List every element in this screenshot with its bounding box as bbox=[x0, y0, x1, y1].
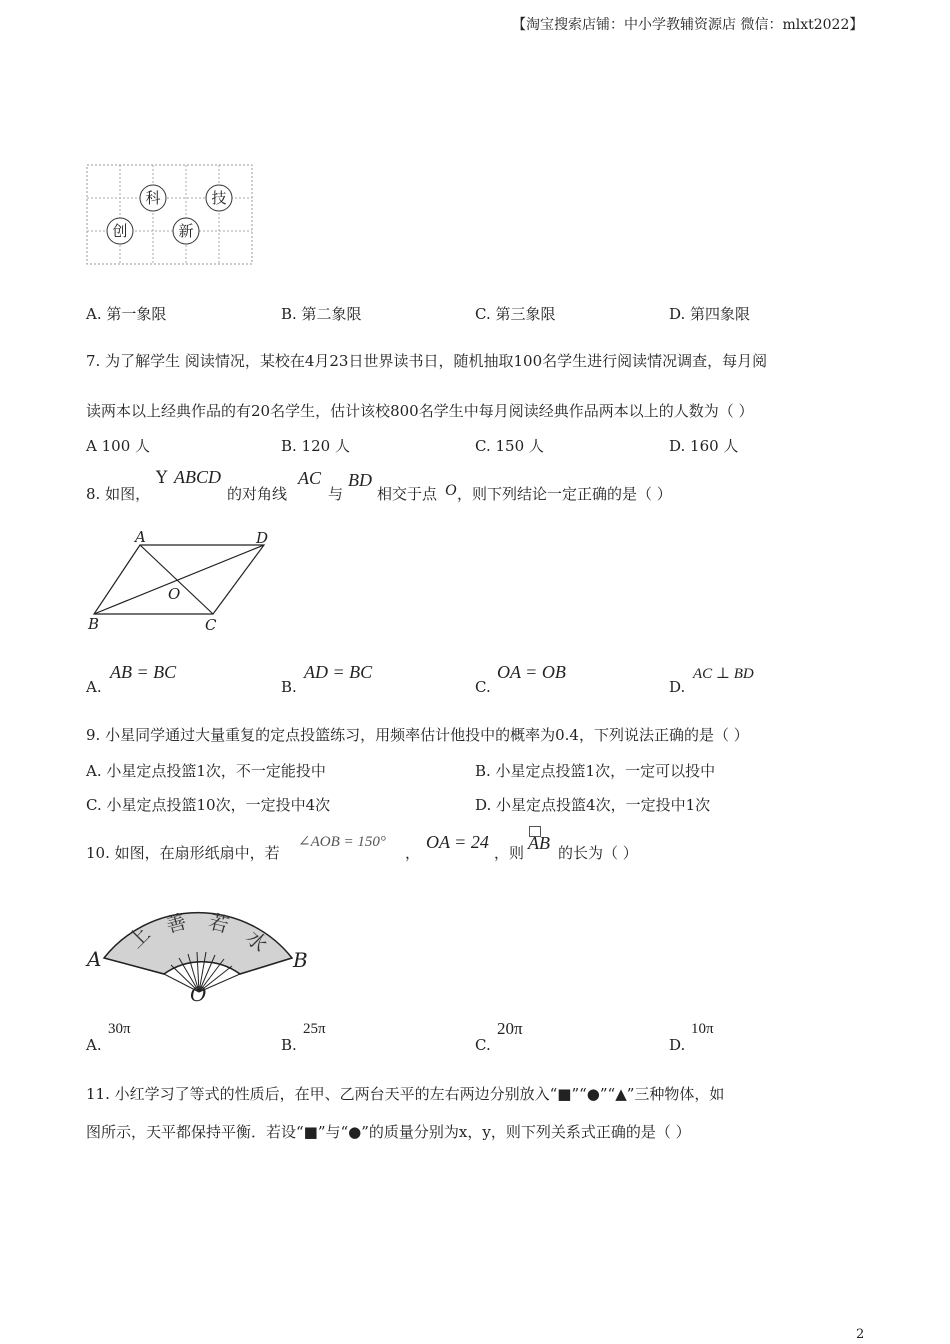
grid-char-0: 科 bbox=[145, 189, 161, 207]
q7-option-a: A 100 人 bbox=[86, 437, 150, 455]
q10-prefix: 10. 如图，在扇形纸扇中，若 bbox=[86, 844, 280, 862]
fan-label-a: A bbox=[87, 947, 102, 971]
grid-figure bbox=[86, 164, 254, 266]
vertex-label-b: B bbox=[88, 615, 100, 633]
header-watermark: 【淘宝搜索店铺：中小学教辅资源店 微信：mlxt2022】 bbox=[512, 17, 864, 33]
q8-option-d-math: AC ⊥ BD bbox=[693, 666, 754, 682]
fan-char-3: 水 bbox=[241, 925, 273, 957]
q10-option-a-letter: A. bbox=[86, 1036, 102, 1054]
q10-radius: OA = 24 bbox=[426, 832, 489, 852]
q8-diagonal-bd: BD bbox=[348, 470, 372, 490]
q8-option-a-math: AB = BC bbox=[110, 662, 177, 682]
grid-char-3: 新 bbox=[178, 222, 194, 240]
q9-option-a: A. 小星定点投篮1次，不一定能投中 bbox=[86, 762, 326, 780]
q11-stem-line1: 11. 小红学习了等式的性质后，在甲、乙两台天平的左右两边分别放入“■”“●”“▲”三种物体，如 bbox=[86, 1085, 725, 1103]
q6-option-c: C. 第三象限 bbox=[475, 305, 556, 323]
q8-option-c-letter: C. bbox=[475, 678, 491, 696]
q7-option-c: C. 150 人 bbox=[475, 437, 544, 455]
q10-option-a-value: 30π bbox=[108, 1021, 131, 1037]
q8-prefix: 8. 如图， bbox=[86, 485, 151, 503]
parallelogram-symbol: Y bbox=[156, 468, 168, 488]
q10-option-b-letter: B. bbox=[281, 1036, 297, 1054]
q10-angle: ∠AOB = 150° bbox=[298, 834, 386, 850]
q10-option-d-letter: D. bbox=[669, 1036, 686, 1054]
point-label-o: O bbox=[168, 585, 181, 603]
fan-figure bbox=[84, 880, 314, 1008]
q10-option-c-value: 20π bbox=[497, 1019, 523, 1038]
q7-stem-line1: 7. 为了解学生 阅读情况，某校在4月23日世界读书日，随机抽取100名学生进行阅读情况调查，每月阅 bbox=[86, 352, 768, 370]
fan-char-2: 若 bbox=[206, 909, 232, 938]
q11-stem-line2: 图所示，天平都保持平衡．若设“■”与“●”的质量分别为x，y，则下列关系式正确的是（ ） bbox=[86, 1123, 691, 1141]
q10-option-d-value: 10π bbox=[691, 1021, 714, 1037]
q10-suffix: 的长为（ ） bbox=[558, 844, 638, 862]
grid-char-2: 创 bbox=[112, 222, 128, 240]
q6-option-d: D. 第四象限 bbox=[669, 305, 751, 323]
fan-label-o: O bbox=[190, 982, 207, 1006]
q7-option-d: D. 160 人 bbox=[669, 437, 739, 455]
fan-char-0: 上 bbox=[123, 921, 155, 953]
q10-then: ，则 bbox=[494, 844, 525, 862]
q10-arc: AB bbox=[528, 833, 550, 853]
q6-option-a: A. 第一象限 bbox=[86, 305, 167, 323]
q6-option-b: B. 第二象限 bbox=[281, 305, 362, 323]
grid-char-1: 技 bbox=[211, 189, 227, 207]
fan-char-1: 善 bbox=[163, 909, 189, 938]
q9-option-d: D. 小星定点投篮4次，一定投中1次 bbox=[475, 796, 711, 814]
q10-option-b-value: 25π bbox=[303, 1021, 326, 1037]
q8-text1: 的对角线 bbox=[227, 485, 288, 503]
q8-text4: ，则下列结论一定正确的是（ ） bbox=[457, 485, 672, 503]
q8-shape-name: ABCD bbox=[174, 467, 221, 487]
q7-option-b: B. 120 人 bbox=[281, 437, 350, 455]
vertex-label-d: D bbox=[256, 529, 269, 547]
q8-option-b-letter: B. bbox=[281, 678, 297, 696]
q9-option-b: B. 小星定点投篮1次，一定可以投中 bbox=[475, 762, 716, 780]
q8-text2: 与 bbox=[328, 485, 344, 503]
q9-option-c: C. 小星定点投篮10次，一定投中4次 bbox=[86, 796, 331, 814]
q8-option-a-letter: A. bbox=[86, 678, 102, 696]
q8-diagonal-ac: AC bbox=[298, 468, 322, 488]
q10-comma: ， bbox=[405, 844, 421, 862]
q8-option-c-math: OA = OB bbox=[497, 662, 566, 682]
page-number: 2 bbox=[856, 1327, 865, 1342]
diagonal-ac bbox=[140, 545, 213, 614]
q7-stem-line2: 读两本以上经典作品的有20名学生，估计该校800名学生中每月阅读经典作品两本以上的人数为（ ） bbox=[86, 402, 754, 420]
fan-label-b: B bbox=[293, 948, 308, 972]
parallelogram-figure bbox=[84, 528, 284, 636]
q8-option-b-math: AD = BC bbox=[304, 662, 373, 682]
q8-text3: 相交于点 bbox=[377, 485, 438, 503]
q10-option-c-letter: C. bbox=[475, 1036, 491, 1054]
q8-option-d-letter: D. bbox=[669, 678, 686, 696]
vertex-label-c: C bbox=[205, 616, 217, 634]
q8-point-o: O bbox=[445, 482, 457, 499]
q9-stem: 9. 小星同学通过大量重复的定点投篮练习，用频率估计他投中的概率为0.4，下列说法正确的是（ ） bbox=[86, 726, 749, 744]
vertex-label-a: A bbox=[135, 528, 146, 546]
